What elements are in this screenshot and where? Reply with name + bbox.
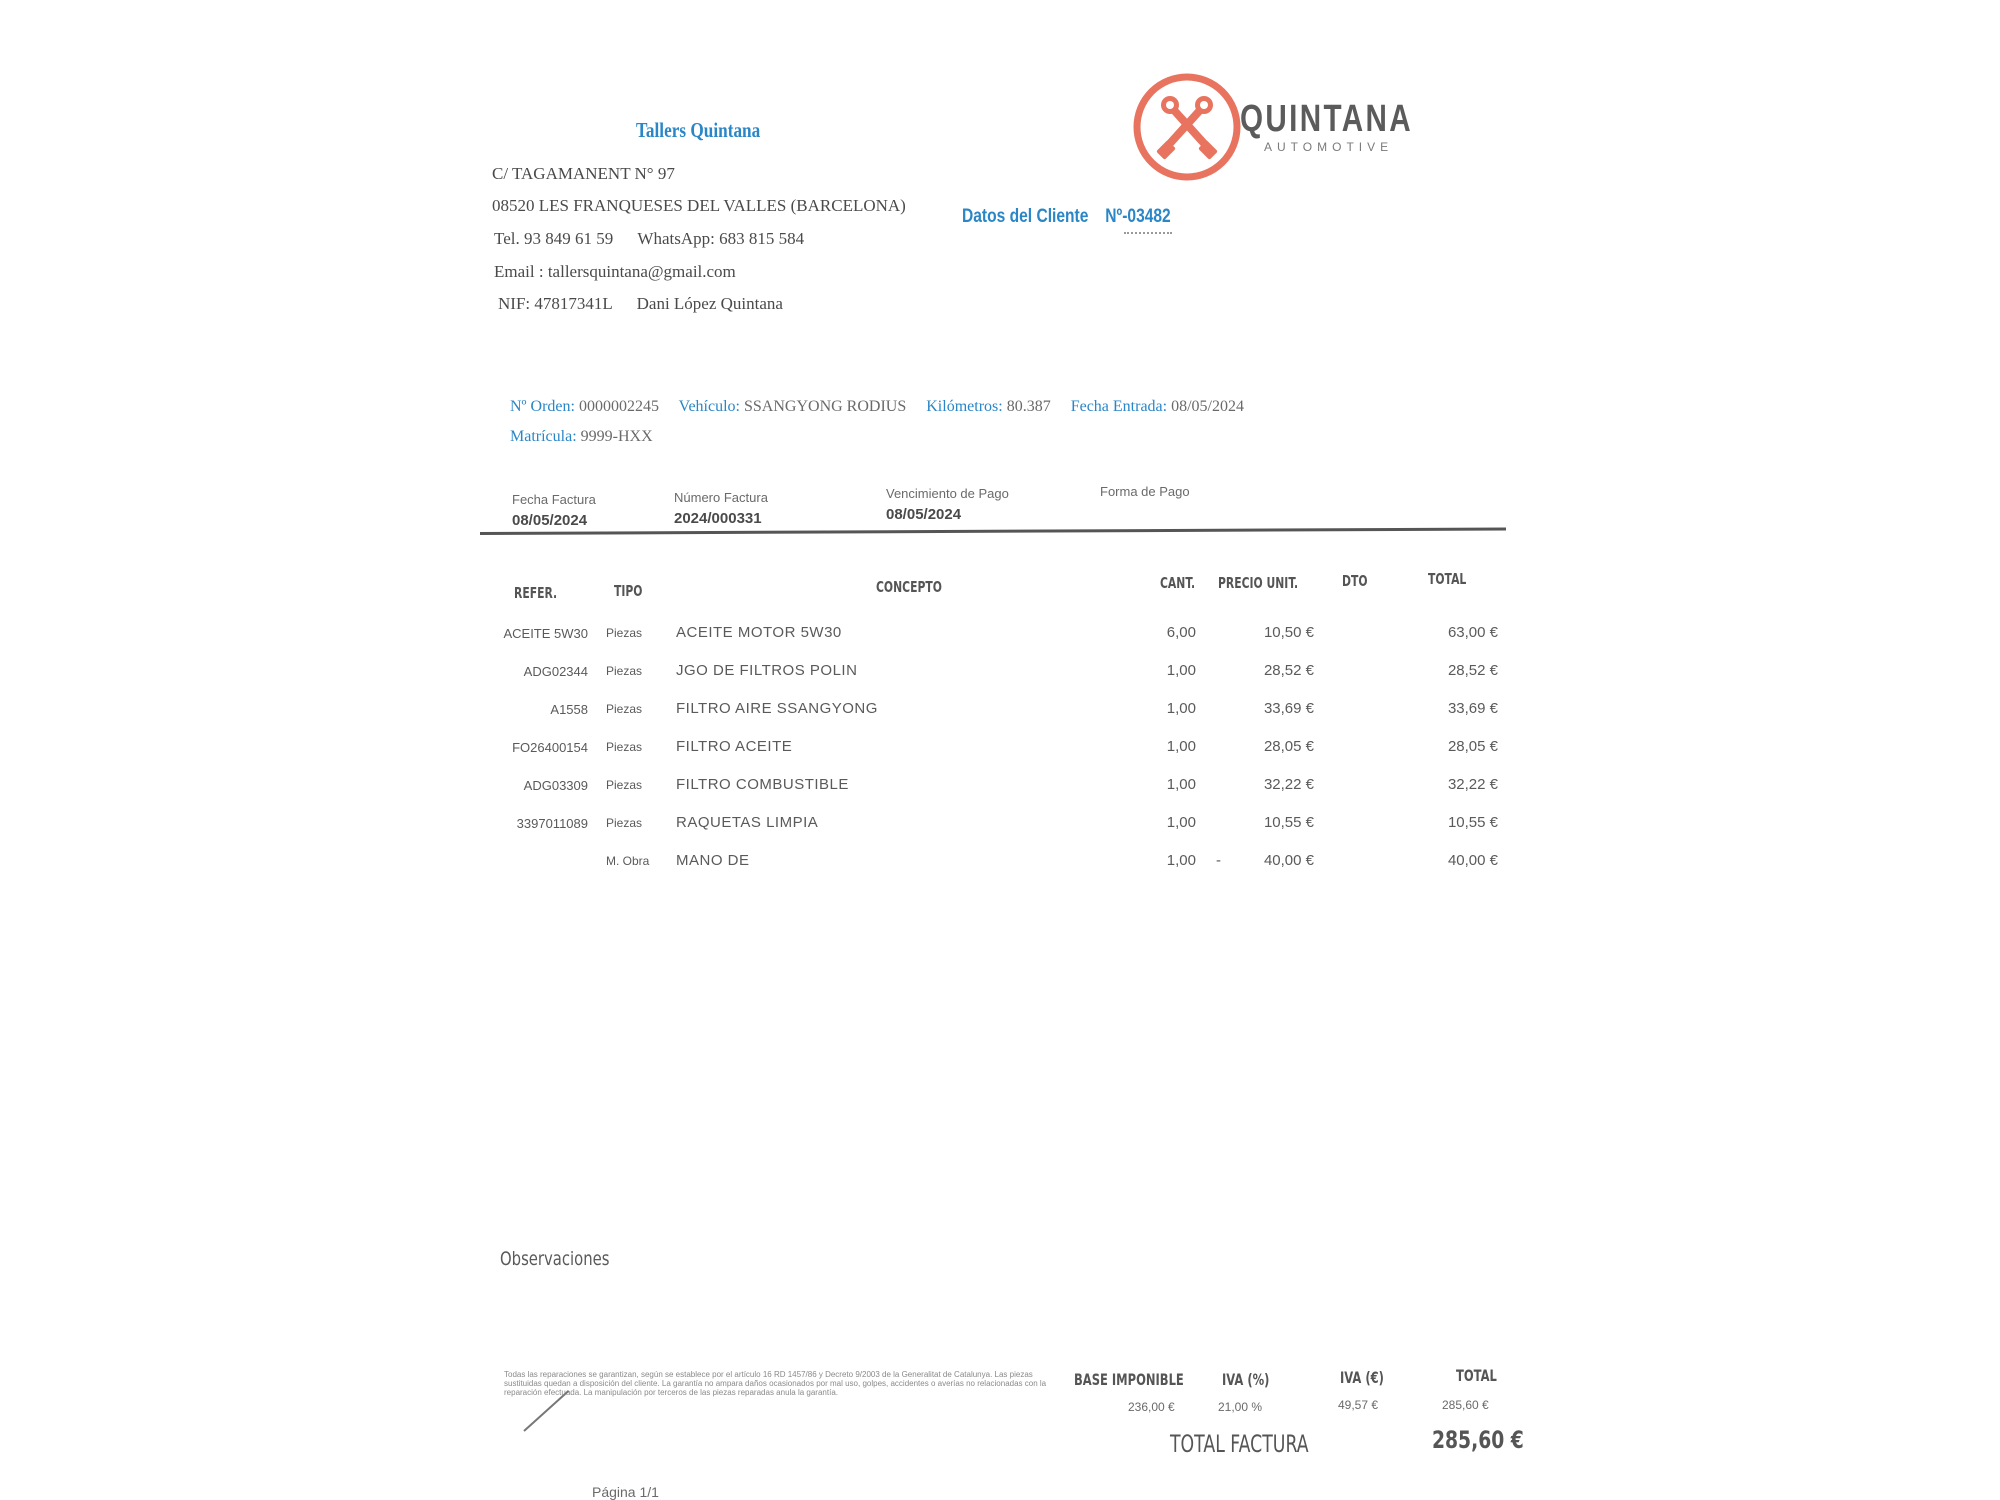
col-concepto-header: CONCEPTO [876,578,942,596]
row-tipo: Piezas [606,664,643,678]
row-concepto: FILTRO AIRE SSANGYONG [676,700,878,717]
payment-method-label: Forma de Pago [1100,484,1190,499]
row-total: 33,69 € [1447,700,1498,717]
km-value: 80.387 [1006,398,1051,415]
total-factura-label: TOTAL FACTURA [1170,1430,1309,1458]
row-ref: ADG02344 [523,664,588,679]
row-ref: FO26400154 [512,740,588,755]
observaciones-label: Observaciones [500,1248,610,1270]
vehicle-value: SSANGYONG RODIUS [744,398,907,415]
row-ref: ADG03309 [523,778,588,793]
base-imponible-label: BASE IMPONIBLE [1074,1370,1184,1389]
entry-date-value: 08/05/2024 [1171,398,1244,415]
client-number: Nº-03482 [1105,206,1171,227]
order-number-label: Nº Orden: [510,398,575,415]
row-total: 40,00 € [1447,852,1498,869]
order-line [510,398,1244,416]
row-discount-mark: - [1216,852,1221,869]
row-precio: 10,55 € [1263,814,1314,831]
client-label: Datos del Cliente [962,206,1089,227]
row-tipo: Piezas [606,816,643,830]
col-total-header: TOTAL [1428,570,1467,588]
iva-pct-value: 21,00 % [1218,1400,1263,1414]
total-factura-value: 285,60 € [1432,1426,1524,1454]
page-number: Página 1/1 [592,1484,659,1500]
row-cant: 1,00 [1166,852,1196,869]
row-ref: ACEITE 5W30 [503,626,588,641]
row-cant: 1,00 [1166,738,1196,755]
base-imponible-value: 236,00 € [1128,1400,1175,1414]
brand-subtitle: AUTOMOTIVE [1264,140,1394,154]
row-total: 63,00 € [1447,624,1498,641]
row-concepto: MANO DE [676,852,750,869]
plate-label: Matrícula: [510,428,577,445]
company-email: Email : tallersquintana@gmail.com [494,262,736,281]
table-row [0,852,2000,882]
km-label: Kilómetros: [926,398,1003,415]
row-cant: 1,00 [1166,700,1196,717]
col-dto-header: DTO [1342,572,1368,590]
row-concepto: FILTRO COMBUSTIBLE [676,776,849,793]
table-row [0,738,2000,768]
company-whatsapp: WhatsApp: 683 815 584 [637,229,805,248]
company-phone: Tel. 93 849 61 59 [494,229,614,248]
row-concepto: JGO DE FILTROS POLIN [676,662,858,679]
col-precio-header: PRECIO UNIT. [1218,574,1299,592]
header-divider [480,528,1506,535]
table-row [0,700,2000,730]
total-value: 285,60 € [1442,1398,1489,1412]
row-total: 28,05 € [1447,738,1498,755]
client-data-label [962,206,1171,228]
legal-notice: Todas las reparaciones se garantizan, según se establece por el artículo 16 RD 1457/86 y Decreto 9/2003 de la Generalitat de Catalunya. Las piezas sustituidas quedan a disposición del cliente. La garantía no ampara daños ocasionados por mal uso, golpes, accidentes o averías no relacionadas con la reparación efectuada. La manipulación por terceros de las piezas reparadas anula la garantía. [504,1370,1047,1397]
iva-pct-label: IVA (%) [1222,1370,1270,1389]
table-row [0,814,2000,844]
row-concepto: FILTRO ACEITE [676,738,793,755]
row-cant: 1,00 [1166,814,1196,831]
company-owner: Dani López Quintana [636,294,783,313]
company-phone-line [494,229,804,249]
company-name: Tallers Quintana [636,118,761,142]
entry-date-label: Fecha Entrada: [1070,398,1168,415]
plate-line [510,428,653,446]
col-ref-header: REFER. [514,584,558,602]
due-date-value: 08/05/2024 [886,506,962,523]
row-cant: 1,00 [1166,662,1196,679]
row-precio: 10,50 € [1263,624,1314,641]
due-date-label: Vencimiento de Pago [886,486,1009,501]
row-total: 10,55 € [1447,814,1498,831]
client-dots-divider [1124,232,1172,234]
iva-amount-value: 49,57 € [1338,1398,1379,1412]
plate-value: 9999-HXX [580,428,653,445]
row-cant: 6,00 [1166,624,1196,641]
company-nif: NIF: 47817341L [498,294,613,313]
row-total: 28,52 € [1447,662,1498,679]
order-number-value: 0000002245 [578,398,659,415]
company-city: 08520 LES FRANQUESES DEL VALLES (BARCELONA) [492,196,906,215]
row-concepto: RAQUETAS LIMPIA [676,814,819,831]
row-precio: 33,69 € [1263,700,1314,717]
row-precio: 40,00 € [1263,852,1314,869]
col-tipo-header: TIPO [614,582,643,600]
row-concepto: ACEITE MOTOR 5W30 [676,624,842,641]
row-total: 32,22 € [1447,776,1498,793]
row-tipo: Piezas [606,778,643,792]
table-row [0,662,2000,692]
col-cant-header: CANT. [1160,574,1196,592]
vehicle-label: Vehículo: [678,398,740,415]
total-label: TOTAL [1456,1366,1497,1385]
row-tipo: Piezas [606,740,643,754]
row-precio: 32,22 € [1263,776,1314,793]
company-nif-line [498,294,783,314]
table-row [0,624,2000,654]
row-precio: 28,05 € [1263,738,1314,755]
invoice-date-value: 08/05/2024 [512,512,588,529]
brand-name: QUINTANA [1240,98,1413,140]
invoice-number-label: Número Factura [674,490,768,505]
company-address: C/ TAGAMANENT N° 97 [492,164,675,183]
row-precio: 28,52 € [1263,662,1314,679]
quintana-logo-icon [1132,72,1242,182]
row-ref: 3397011089 [516,816,588,831]
iva-amount-label: IVA (€) [1340,1368,1384,1387]
row-tipo: M. Obra [606,854,650,868]
row-cant: 1,00 [1166,776,1196,793]
row-ref: A1558 [550,702,588,717]
invoice-date-label: Fecha Factura [512,492,596,507]
invoice-number-value: 2024/000331 [674,510,762,527]
row-tipo: Piezas [606,626,643,640]
row-tipo: Piezas [606,702,643,716]
table-row [0,776,2000,806]
